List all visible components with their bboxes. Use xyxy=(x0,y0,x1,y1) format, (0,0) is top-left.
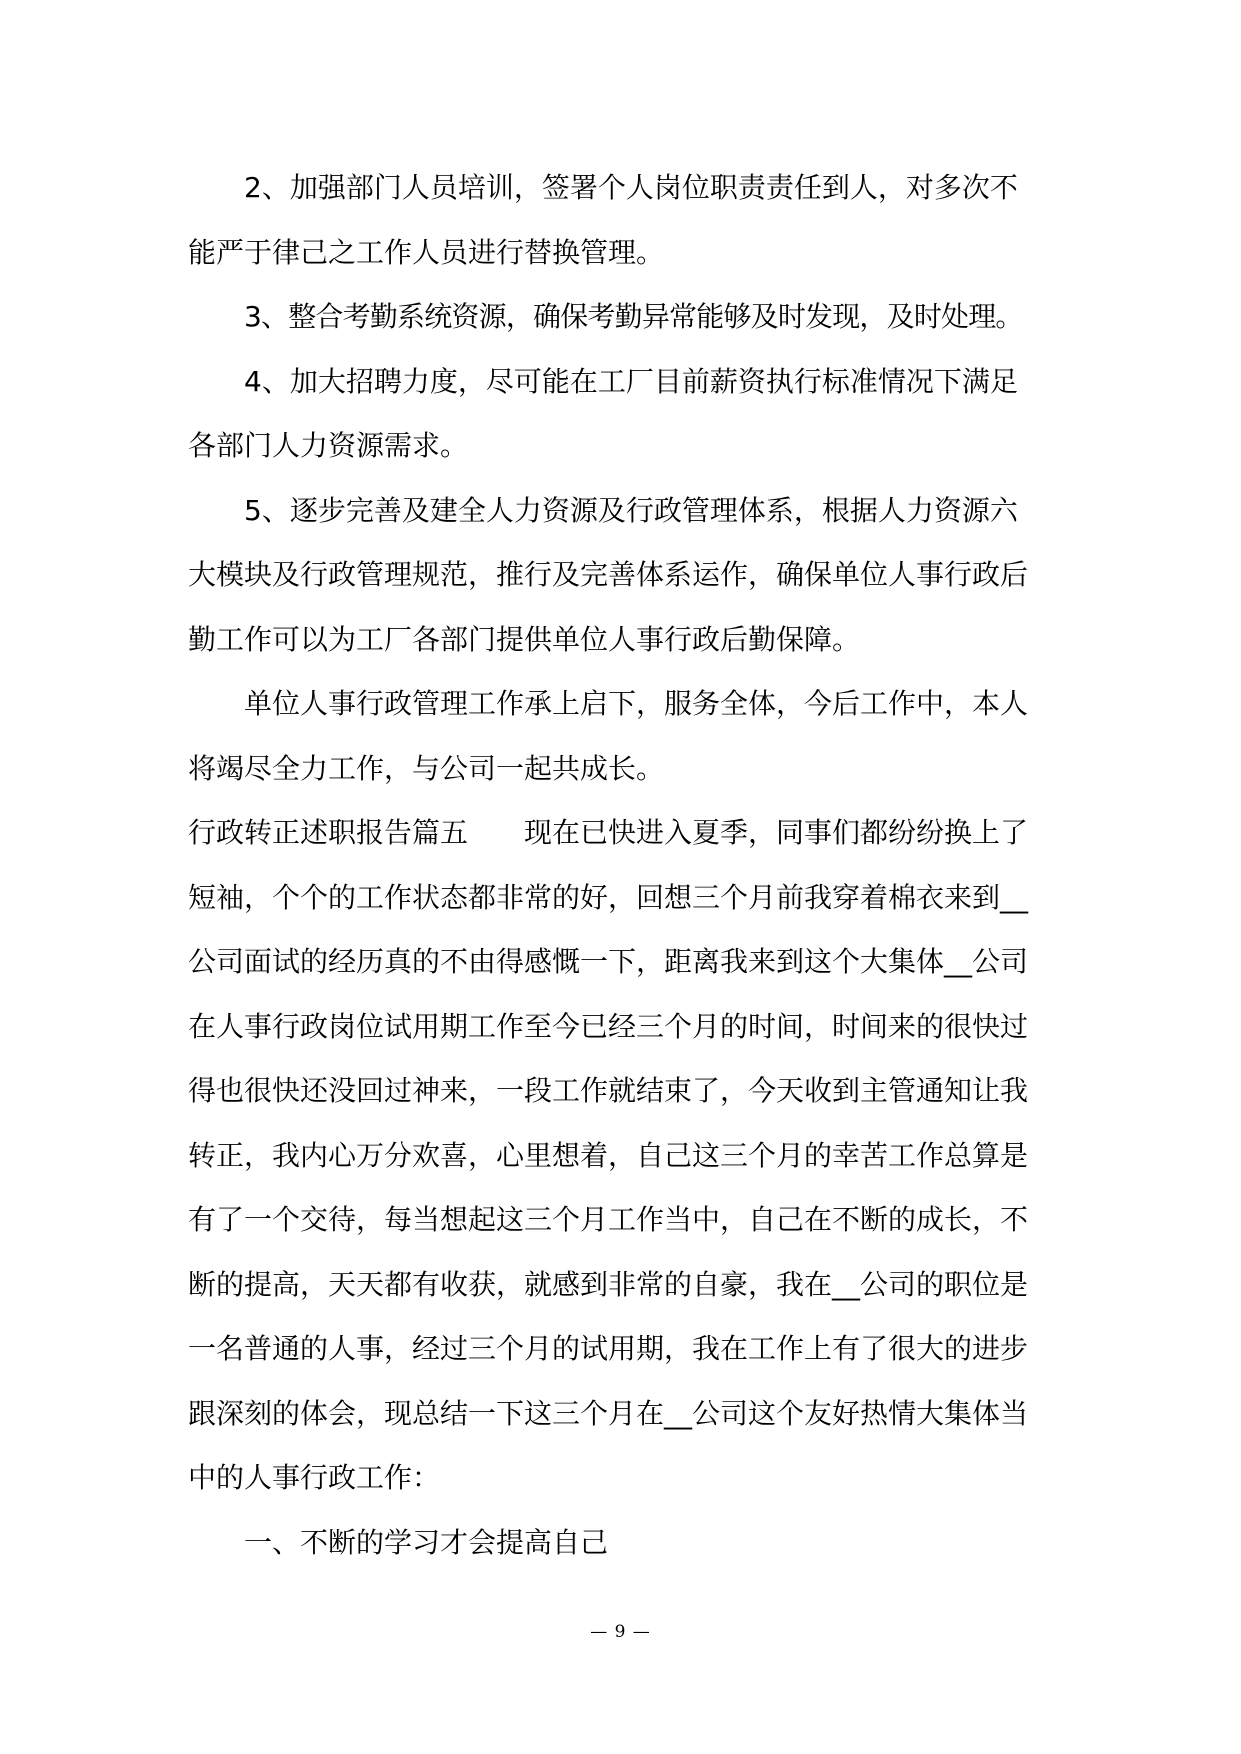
paragraph-closing xyxy=(188,672,1068,801)
text-line: 在人事行政岗位试用期工作至今已经三个月的时间，时间来的很快过 xyxy=(188,1009,1029,1043)
document-body xyxy=(188,156,1068,1575)
text-line: 各部门人力资源需求。 xyxy=(188,429,469,462)
section-title-line: 行政转正述职报告篇五 现在已快进入夏季，同事们都纷纷换上了 xyxy=(188,816,1029,849)
text-line: 2、加强部门人员培训，签署个人岗位职责责任到人，对多次不 xyxy=(244,171,1018,204)
text-line: 有了一个交待，每当想起这三个月工作当中，自己在不断的成长，不 xyxy=(188,1203,1029,1236)
text-line: 转正，我内心万分欢喜，心里想着，自己这三个月的幸苦工作总算是 xyxy=(188,1138,1029,1172)
text-line: 跟深刻的体会，现总结一下这三个月在__公司这个友好热情大集体当 xyxy=(188,1396,1029,1430)
text-line: 将竭尽全力工作，与公司一起共成长。 xyxy=(188,751,665,785)
page-number: — 9 — xyxy=(590,1622,651,1642)
paragraph-item-3 xyxy=(188,285,1068,350)
text-line: 一名普通的人事，经过三个月的试用期，我在工作上有了很大的进步 xyxy=(188,1332,1029,1365)
paragraph-item-4 xyxy=(188,350,1068,479)
text-line: 3、整合考勤系统资源，确保考勤异常能够及时发现，及时处理。 xyxy=(244,300,1023,333)
text-line: 勤工作可以为工厂各部门提供单位人事行政后勤保障。 xyxy=(188,622,861,656)
paragraph-section-five xyxy=(188,801,1068,1511)
text-line: 4、加大招聘力度，尽可能在工厂目前薪资执行标准情况下满足 xyxy=(244,364,1018,398)
text-line: 单位人事行政管理工作承上启下，服务全体，今后工作中，本人 xyxy=(244,687,1029,720)
text-line: 中的人事行政工作： xyxy=(188,1461,441,1494)
paragraph-item-5 xyxy=(188,479,1068,673)
text-line: 5、逐步完善及建全人力资源及行政管理体系，根据人力资源六 xyxy=(244,493,1018,527)
paragraph-item-2 xyxy=(188,156,1068,285)
text-line: 公司面试的经历真的不由得感慨一下，距离我来到这个大集体__公司 xyxy=(188,945,1029,978)
text-line: 大模块及行政管理规范，推行及完善体系运作，确保单位人事行政后 xyxy=(188,558,1029,591)
text-line: 断的提高，天天都有收获，就感到非常的自豪，我在__公司的职位是 xyxy=(188,1267,1029,1301)
text-line: 短袖，个个的工作状态都非常的好，回想三个月前我穿着棉衣来到__ xyxy=(188,880,1029,914)
text-line: 得也很快还没回过神来，一段工作就结束了，今天收到主管通知让我 xyxy=(188,1074,1029,1107)
paragraph-heading-one xyxy=(188,1511,1068,1576)
text-line: 能严于律己之工作人员进行替换管理。 xyxy=(188,235,665,269)
subheading-line: 一、不断的学习才会提高自己 xyxy=(244,1525,609,1559)
